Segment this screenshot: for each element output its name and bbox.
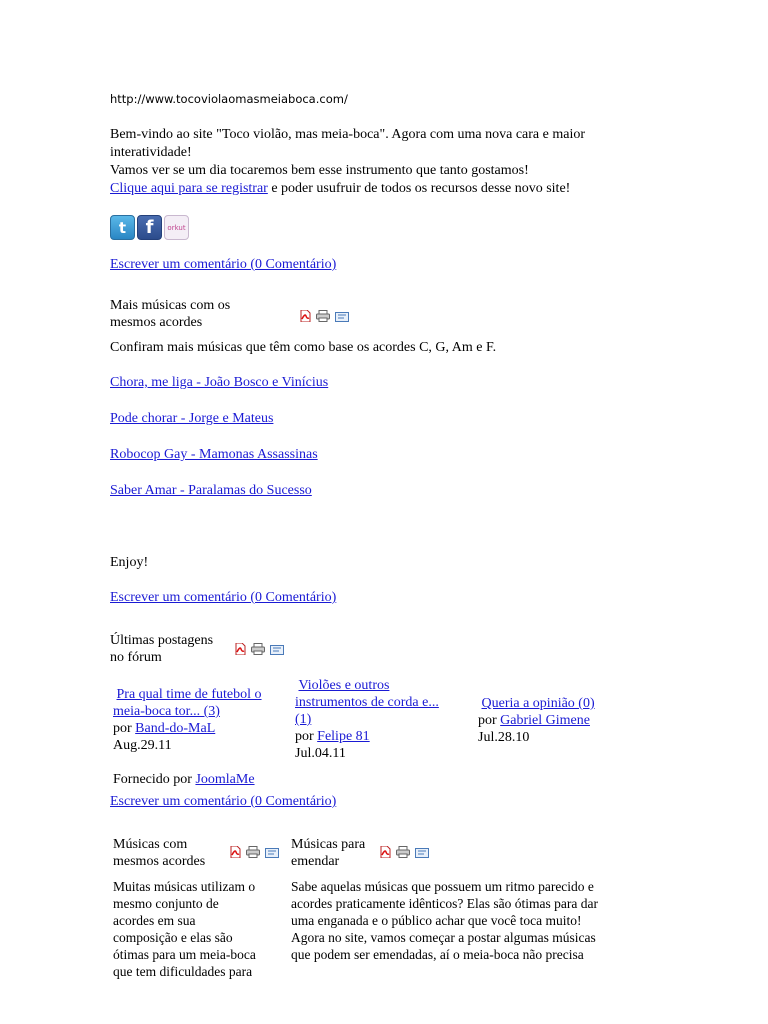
- text-line: mesmo conjunto de: [113, 896, 219, 911]
- write-comment-link[interactable]: Escrever um comentário (0 Comentário): [110, 257, 337, 272]
- musicas-com-acordes-text: [113, 878, 256, 980]
- section-heading-forum: [110, 632, 213, 666]
- song-link[interactable]: Pode chorar - Jorge e Mateus: [110, 411, 274, 426]
- by-label: por: [113, 721, 132, 736]
- section-heading-musicas-para-emendar: [291, 836, 365, 870]
- by-label: por: [478, 713, 497, 728]
- text-line: acordes em sua: [113, 913, 196, 928]
- forum-post-title[interactable]: Violões e outros: [298, 678, 390, 693]
- forum-post-title[interactable]: instrumentos de corda e...: [295, 695, 439, 710]
- forum-post: [478, 695, 595, 746]
- forum-post-title[interactable]: Queria a opinião (0): [481, 696, 595, 711]
- forum-post-author[interactable]: Gabriel Gimene: [500, 713, 590, 728]
- musicas-para-emendar-text: [291, 878, 598, 963]
- text-line: composição e elas são: [113, 930, 233, 945]
- text-line: Agora no site, vamos começar a postar algumas músicas: [291, 930, 596, 945]
- song-link[interactable]: Saber Amar - Paralamas do Sucesso: [110, 483, 312, 498]
- pdf-icon[interactable]: [380, 846, 391, 863]
- text-line: Sabe aquelas músicas que possuem um ritmo parecido e: [291, 879, 594, 894]
- site-url: http://www.tocoviolaomasmeiaboca.com/: [110, 92, 348, 106]
- text-line: ótimas para um meia-boca: [113, 947, 256, 962]
- heading-line-2: no fórum: [110, 650, 162, 665]
- text-line: que podem ser emendadas, aí o meia-boca não precisa: [291, 947, 584, 962]
- register-rest: e poder usufruir de todos os recursos desse novo site!: [267, 181, 571, 196]
- text-line: uma enganada e o público achar que você toca muito!: [291, 913, 582, 928]
- heading-line-1: Últimas postagens: [110, 633, 214, 648]
- heading-line-1: Mais músicas com os: [110, 298, 231, 313]
- forum-post-author[interactable]: Felipe 81: [317, 729, 370, 744]
- welcome-message: [110, 126, 670, 198]
- text-line: acordes praticamente idênticos? Elas são ótimas para dar: [291, 896, 598, 911]
- forum-post-date: Jul.04.11: [295, 746, 346, 761]
- email-icon[interactable]: [265, 847, 279, 863]
- print-icon[interactable]: [316, 310, 330, 327]
- pdf-icon[interactable]: [230, 846, 241, 863]
- forum-post-author[interactable]: Band-do-MaL: [135, 721, 216, 736]
- heading-line-1: Músicas com: [113, 837, 188, 852]
- welcome-line-2: Vamos ver se um dia tocaremos bem esse instrumento que tanto gostamos!: [110, 163, 529, 178]
- orkut-icon[interactable]: orkut: [164, 215, 189, 240]
- powered-by-label: Fornecido por: [113, 772, 192, 787]
- text-line: Muitas músicas utilizam o: [113, 879, 256, 894]
- register-line: [110, 180, 670, 198]
- heading-line-1: Músicas para: [291, 837, 366, 852]
- forum-post-title[interactable]: Pra qual time de futebol o: [116, 687, 262, 702]
- social-share-bar: [110, 215, 189, 240]
- forum-post: [295, 677, 439, 762]
- article-tools: [380, 846, 429, 863]
- by-label: por: [295, 729, 314, 744]
- email-icon[interactable]: [335, 311, 349, 327]
- email-icon[interactable]: [270, 644, 284, 660]
- print-icon[interactable]: [246, 846, 260, 863]
- forum-post: [113, 686, 262, 754]
- print-icon[interactable]: [396, 846, 410, 863]
- forum-post-title[interactable]: meia-boca tor... (3): [113, 704, 220, 719]
- write-comment-link[interactable]: Escrever um comentário (0 Comentário): [110, 794, 337, 809]
- welcome-line-1: Bem-vindo ao site "Toco violão, mas meia-boca". Agora com uma nova cara e maior interatividade!: [110, 127, 586, 160]
- article-tools: [230, 846, 279, 863]
- forum-post-date: Jul.28.10: [478, 730, 530, 745]
- song-link[interactable]: Chora, me liga - João Bosco e Vinícius: [110, 375, 329, 390]
- pdf-icon[interactable]: [300, 310, 311, 327]
- forum-post-date: Aug.29.11: [113, 738, 172, 753]
- song-link[interactable]: Robocop Gay - Mamonas Assassinas: [110, 447, 318, 462]
- forum-post-title[interactable]: (1): [295, 712, 312, 727]
- facebook-icon[interactable]: f: [137, 215, 162, 240]
- print-icon[interactable]: [251, 643, 265, 660]
- enjoy-text: Enjoy!: [110, 555, 149, 570]
- mais-musicas-intro: Confiram mais músicas que têm como base os acordes C, G, Am e F.: [110, 340, 497, 355]
- article-tools: [235, 643, 284, 660]
- section-heading-musicas-com-acordes: [113, 836, 205, 870]
- powered-by-link[interactable]: JoomlaMe: [195, 772, 255, 787]
- heading-line-2: emendar: [291, 854, 340, 869]
- pdf-icon[interactable]: [235, 643, 246, 660]
- section-heading-mais-musicas: [110, 297, 230, 331]
- heading-line-2: mesmos acordes: [113, 854, 206, 869]
- register-link[interactable]: Clique aqui para se registrar: [110, 181, 268, 196]
- twitter-icon[interactable]: t: [110, 215, 135, 240]
- heading-line-2: mesmos acordes: [110, 315, 203, 330]
- email-icon[interactable]: [415, 847, 429, 863]
- powered-by: [113, 772, 255, 788]
- write-comment-link[interactable]: Escrever um comentário (0 Comentário): [110, 590, 337, 605]
- text-line: que tem dificuldades para: [113, 964, 253, 979]
- article-tools: [300, 310, 349, 327]
